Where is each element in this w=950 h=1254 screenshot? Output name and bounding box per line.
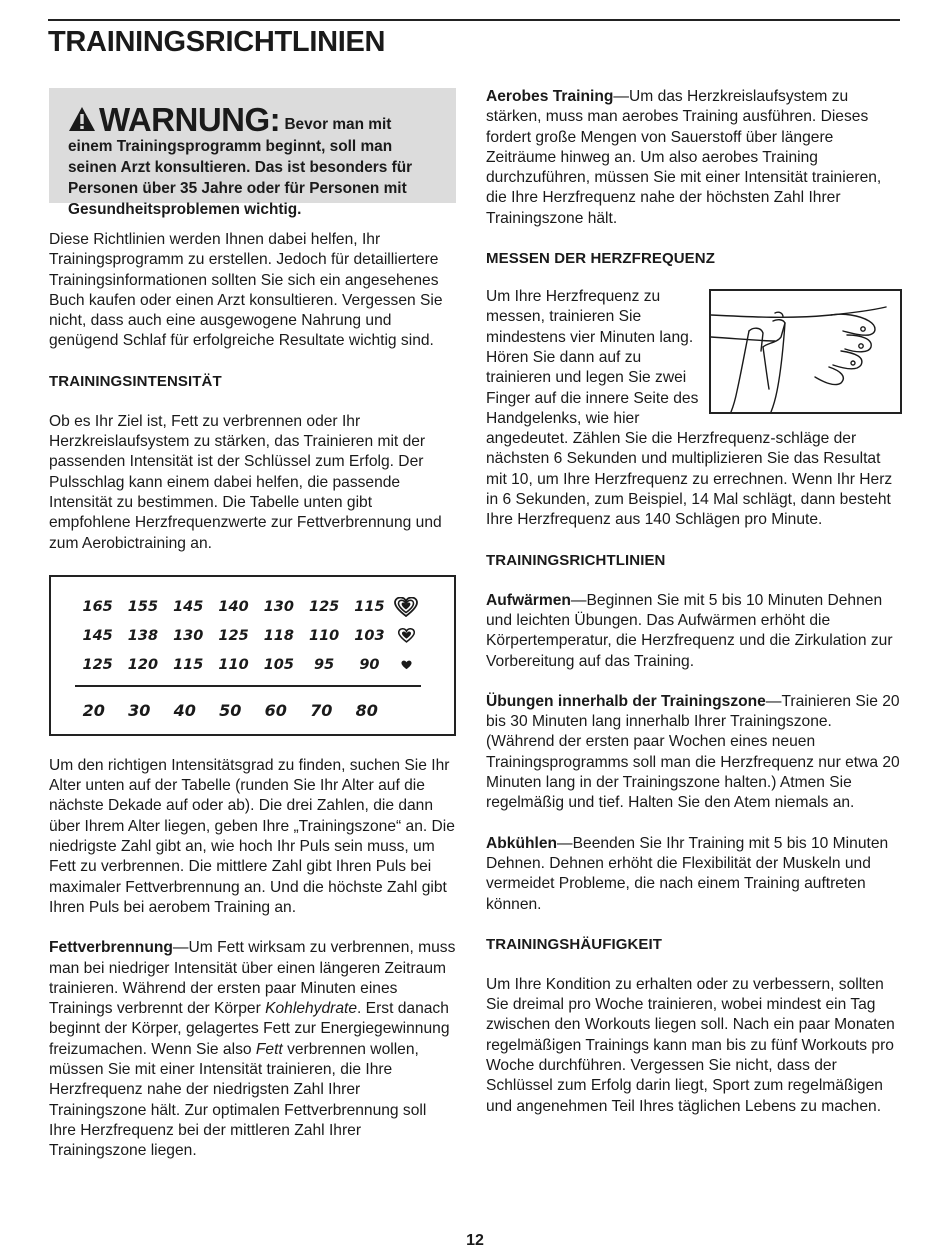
heart-rate-value: 110 [308,627,340,644]
heart-rate-value: 95 [314,656,335,673]
intensity-paragraph: Ob es Ihr Ziel ist, Fett zu verbrennen oder Ihr Herzkreislaufsystem zu stärken, das Trainieren mit der passenden Intensität ist der Schlüssel zum Erfolg. Der Pulsschlag kann einem dabei helfen, die passende Intensität zu bestimmen. Die Tabelle unten gibt empfohlene Herzfrequenzwerte zur Fettverbrennung und zum Aerobictraining an. [49,412,442,552]
intensity-explanation: Um den richtigen Intensitätsgrad zu finden, suchen Sie Ihr Alter unten auf der Tabelle (runden Sie Ihr Alter auf die nächste Dekade auf oder ab). Die drei Zahlen, die dann über Ihrem Alter liegen, geben Ihre „Trainingszone“ an. Die niedrigste Zahl gibt an, wie hoch Ihr Puls sein muss, um Fett zu verbrennen. Die mittlere Zahl gibt Ihren Puls bei maximaler Fettverbrennung an. Und die höchste Zahl gibt Ihren Puls bei aerobem Training an. [49,756,455,916]
age-value: 40 [173,700,196,720]
heart-rate-value: 125 [308,598,340,615]
age-row [71,701,390,721]
cooldown-text: —Beenden Sie Ihr Training mit 5 bis 10 Minuten Dehnen. Dehnen erhöht die Flexibilität der Muskeln und vermeidet Probleme, die nach einem Training auftreten können. [486,834,889,913]
fat-burning-label: Fettverbrennung [49,939,173,957]
heart-rate-value: 165 [82,598,113,615]
frequency-paragraph: Um Ihre Kondition zu erhalten oder zu verbessern, sollten Sie dreimal pro Woche trainieren, wobei mindest ein Tag zwischen den Workouts liegen soll. Nach ein paar Monaten regelmäßigen Trainings kann man bis zu fünf Workouts pro Woche durchführen. Vergessen Sie nicht, dass der Schlüssel zum Erfolg darin liegt, Sport zum regelmäßigen und angenehmen Teil Ihres täglichen Lebens zu machen. [486,975,895,1115]
left-column [49,87,456,1162]
heart-small-icon [392,655,420,675]
heart-rate-value: 103 [354,627,385,644]
heart-rate-value: 120 [127,656,159,673]
heart-rate-value: 130 [173,627,204,644]
fat-burning-paragraph [49,938,456,1161]
age-value: 80 [355,700,378,720]
training-zone-paragraph [486,692,902,814]
measure-heading: MESSEN DER HERZFREQUENZ [486,250,715,268]
heart-rate-value: 105 [263,656,294,673]
age-value: 30 [128,700,151,720]
aerobic-label: Aerobes Training [486,88,614,105]
warning-text: Bevor man mit einem Trainingsprogramm beginnt, soll man seinen Arzt konsultieren. Das ist besonders für Personen über 35 Jahre oder für Personen mit Gesundheitsproblemen wichtig. [68,116,413,218]
intro-paragraph: Diese Richtlinien werden Ihnen dabei helfen, Ihr Trainingsprogramm zu erstellen. Jedoch für detailliertere Trainingsinformationen sollten Sie sich ein angesehenes Buch kaufen oder einen Arzt konsultieren. Vergessen Sie nicht, dass auch eine ausgewogene Nahrung und genügend Schlaf für erfolgreiche Resultate wichtig sind. [49,231,443,350]
measure-section [486,287,902,531]
heart-rate-row [75,626,420,646]
heart-large-icon [392,597,420,617]
page-title: TRAININGSRICHTLINIEN [48,26,386,58]
heart-rate-value: 115 [354,598,385,615]
cooldown-paragraph [486,834,902,915]
fat-term: Fett [255,1040,283,1058]
warmup-paragraph [486,591,902,672]
pulse-check-illustration [709,289,902,414]
heart-rate-value: 155 [127,598,159,615]
warmup-label: Aufwärmen [486,591,571,609]
carbohydrates-term: Kohlehydrate [265,1000,358,1018]
cooldown-label: Abkühlen [486,834,558,852]
aerobic-text: —Um das Herzkreislaufsystem zu stärken, muss man aerobes Training ausführen. Dieses fordert große Mengen von Sauerstoff über längere Zeiträume hinweg an. Um also aerobes Training durchzuführen, müssen Sie mit einer Intensität trainieren, die Ihre Herzfrequenz nahe der höchsten Zahl Ihrer Trainingszone hält. [486,88,882,227]
heart-rate-value: 125 [218,627,249,644]
fat-burning-text: . Erst danach beginnt der Körper, gelagertes Fett zur Energiegewinnung freizumachen. Wenn Sie also [49,1000,450,1058]
warning-triangle-icon [68,106,96,132]
table-divider [75,685,421,687]
heart-rate-row [75,597,420,617]
page-number: 12 [466,1232,484,1249]
heart-rate-value: 118 [263,627,294,644]
warning-box [49,88,456,218]
fat-burning-text: —Um Fett wirksam zu verbrennen, muss man bei niedriger Intensität über einen längeren Zeitraum trainieren. Während der ersten paar Minuten eines Trainings verbrennt der Körper [49,939,456,1018]
warmup-text: —Beginnen Sie mit 5 bis 10 Minuten Dehnen und leichten Übungen. Das Aufwärmen erhöht die Körpertemperatur, die Herzfrequenz und die Zirkulation zur Vorbereitung auf das Training. [486,591,893,670]
intensity-heading: TRAININGSINTENSITÄT [49,372,222,390]
measure-paragraph: Um Ihre Herzfrequenz zu messen, trainieren Sie mindestens vier Minuten lang. Hören Sie dann auf zu trainieren und legen Sie zwei Finger auf die innere Seite des Handgelenks, wie hier angedeutet. Zählen Sie die Herzfrequenz-schläge der nächsten 6 Sekunden und multiplizieren Sie das Resultat mit 10, um Ihre Herzfrequenz zu errechnen. Wenn Ihr Herz in 6 Sekunden, zum Beispiel, 14 Mal schlägt, dann besteht Ihre Herzfrequenz aus 140 Schlägen pro Minute. [486,288,893,529]
fat-burning-text: verbrennen wollen, müssen Sie mit einer Intensität trainieren, die Ihre Herzfrequenz nahe der niedrigsten Zahl Ihrer Trainingszone hält. Zur optimalen Fettverbrennung soll Ihre Herzfrequenz bei der mittleren Zahl Ihrer Trainingszone liegen. [49,1040,427,1160]
heart-rate-value: 138 [127,627,159,644]
right-column [486,87,902,1117]
heart-rate-value: 140 [218,598,249,615]
heart-rate-row [75,655,420,675]
heart-rate-value: 110 [218,656,249,673]
frequency-heading: TRAININGSHÄUFIGKEIT [486,935,663,953]
heart-rate-value: 130 [263,598,294,615]
guidelines-heading: TRAININGSRICHTLINIEN [486,551,666,569]
heart-medium-icon [392,626,420,646]
heart-rate-value: 145 [82,627,113,644]
age-value: 60 [264,700,287,720]
age-value: 50 [219,700,242,720]
heart-rate-table [49,575,456,736]
heart-rate-value: 90 [359,656,380,673]
age-value: 70 [310,700,333,720]
heart-rate-value: 125 [82,656,113,673]
training-zone-text: —Trainieren Sie 20 bis 30 Minuten lang innerhalb Ihrer Trainingszone. (Während der ersten paar Wochen eines neuen Trainingsprogramms soll man die Herzfrequenz nur etwa 20 Minuten lang in der Trainingszone halten.) Atmen Sie regelmäßig und tief. Halten Sie den Atem niemals an. [486,692,900,812]
warning-label: WARNUNG: [99,101,281,138]
aerobic-paragraph [486,87,902,229]
top-rule [48,19,900,21]
age-value: 20 [82,700,105,720]
heart-rate-value: 115 [173,656,204,673]
training-zone-label: Übungen innerhalb der Trainingszone [486,692,766,710]
heart-rate-value: 145 [173,598,204,615]
